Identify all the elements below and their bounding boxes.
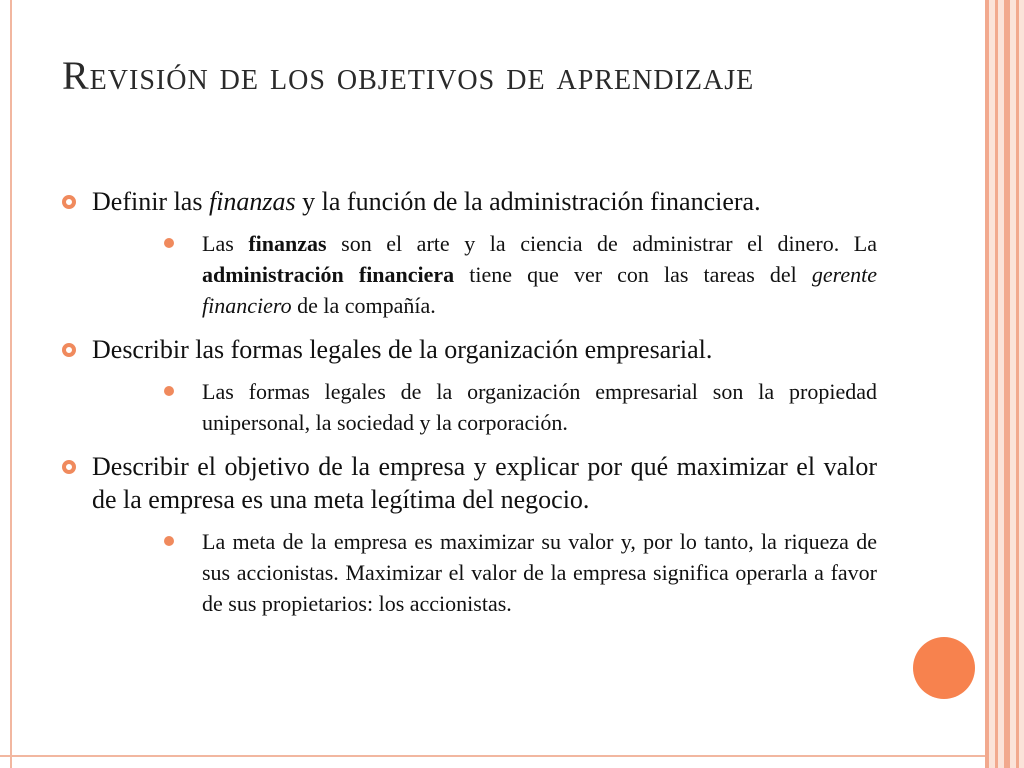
slide-left-border: [10, 0, 12, 768]
text-run: Las: [202, 231, 249, 256]
dot-bullet-icon: [164, 536, 174, 546]
right-stripe: [985, 0, 989, 768]
right-stripe: [1016, 0, 1019, 768]
ring-bullet-icon: [62, 460, 76, 474]
ring-bullet-icon: [62, 195, 76, 209]
text-run: y la función de la administración financiera.: [295, 187, 761, 216]
text-run: Describir el objetivo de la empresa y explicar por qué maximizar el valor de la empresa es una meta legítima del negocio.: [92, 452, 877, 514]
text-run: son el arte y la ciencia de administrar el dinero. La: [326, 231, 878, 256]
text-run: finanzas: [208, 187, 296, 216]
bullet-list: [62, 185, 877, 631]
right-stripe: [995, 0, 998, 768]
dot-bullet-icon: [164, 386, 174, 396]
text-run: tiene que ver con las tareas del: [454, 262, 812, 287]
slide-title: Revisión de los objetivos de aprendizaje: [62, 53, 755, 98]
text-run: Definir las: [92, 187, 209, 216]
right-stripe: [1004, 0, 1010, 768]
bullet-item: [62, 450, 877, 516]
text-run: Las formas legales de la organización empresarial son la propiedad unipersonal, la sociedad y la corporación.: [202, 379, 877, 435]
ring-bullet-icon: [62, 343, 76, 357]
sub-bullet-item: [202, 228, 877, 321]
text-run: Describir las formas legales de la organización empresarial.: [92, 335, 713, 364]
text-run: gerente financiero: [202, 262, 877, 318]
text-run: La meta de la empresa es maximizar su valor y, por lo tanto, la riqueza de sus accionistas. Maximizar el valor de la empresa significa operarla a favor de sus propietarios: los accionistas.: [202, 529, 877, 616]
text-run: de la compañía.: [291, 293, 436, 318]
text-run: administración financiera: [202, 262, 455, 287]
text-run: finanzas: [248, 231, 327, 256]
bullet-item: [62, 185, 877, 218]
dot-bullet-icon: [164, 238, 174, 248]
slide-bottom-border: [0, 755, 985, 757]
bullet-item: [62, 333, 877, 366]
sub-bullet-item: [202, 526, 877, 619]
decorative-circle: [913, 637, 975, 699]
sub-bullet-item: [202, 376, 877, 438]
